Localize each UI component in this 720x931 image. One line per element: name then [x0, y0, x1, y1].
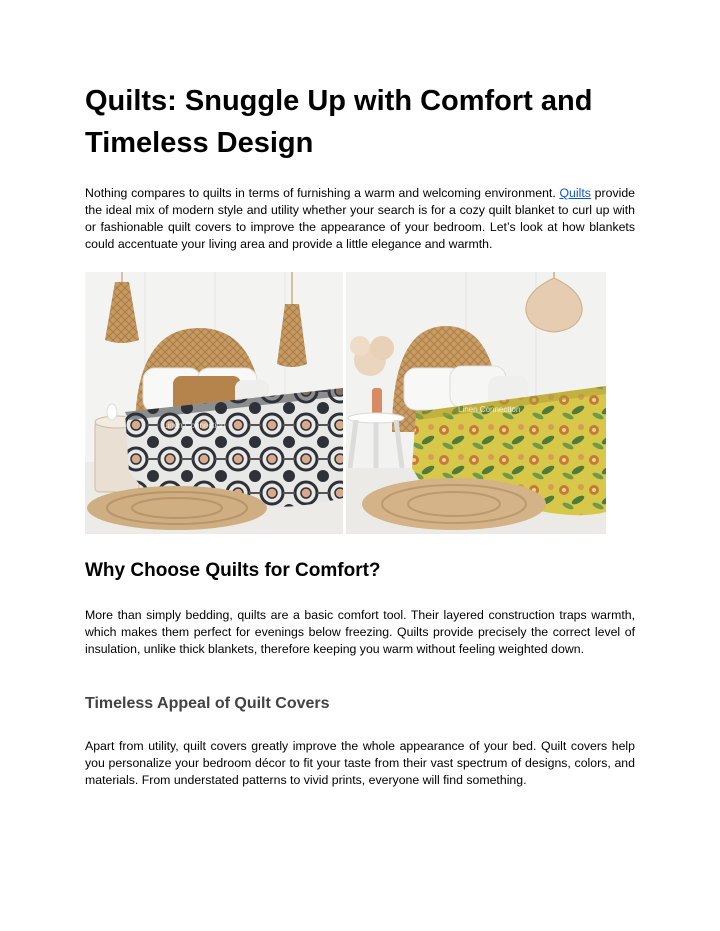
section-heading-why-quilts: Why Choose Quilts for Comfort? [85, 560, 381, 581]
intro-text-after-link: provide the ideal mix of modern style and utility whether your search is for a cozy quilt blanket to curl up with or fashionable quilt covers to improve the appearance of your bedroom. Let’s look at how blankets could accentuate your living area and provide a little elegance and warmth. [85, 186, 635, 251]
photo-watermark: Linen Connection [458, 405, 521, 414]
intro-text-before-link: Nothing compares to quilts in terms of furnishing a warm and welcoming environment. [85, 186, 560, 200]
section-body-why-quilts: More than simply bedding, quilts are a basic comfort tool. Their layered construction traps warmth, which makes them perfect for evenings below freezing. Quilts provide precisely the correct level of insulation, unlike thick blankets, therefore keeping you warm without feeling weighted down. [85, 608, 635, 656]
quilts-link[interactable]: Quilts [559, 186, 591, 200]
intro-paragraph [85, 185, 635, 253]
bed-photo-paisley-quilt [85, 272, 343, 534]
section-heading-quilt-covers: Timeless Appeal of Quilt Covers [85, 695, 330, 712]
section-body-quilt-covers: Apart from utility, quilt covers greatly improve the whole appearance of your bed. Quilt covers help you personalize your bedroom décor to fit your taste from their vast spectrum of designs, colors, and materials. From understated patterns to vivid prints, everyone will find something. [85, 739, 635, 787]
bed-photo-yellow-floral-quilt [346, 272, 606, 534]
page-title: Quilts: Snuggle Up with Comfort and Timeless Design [85, 85, 593, 159]
photo-watermark: Linen Connection [163, 421, 226, 430]
